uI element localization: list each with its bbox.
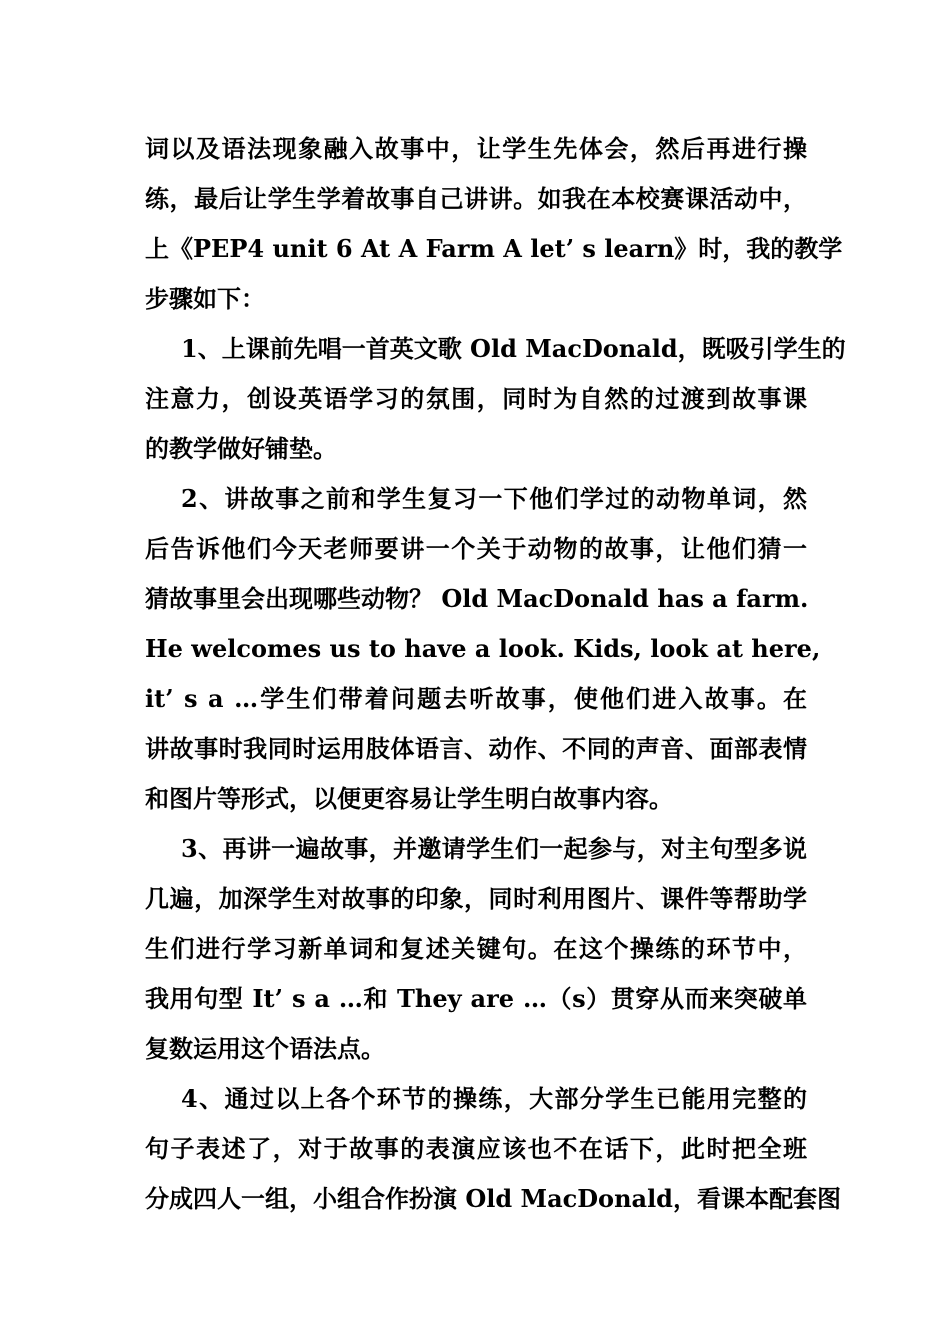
document-body [145,124,846,1224]
text-line: 词以及语法现象融入故事中，让学生先体会，然后再进行操 [145,134,807,163]
text-line: He welcomes us to have a look. Kids, look at here, [145,634,821,663]
text-line: 后告诉他们今天老师要讲一个关于动物的故事，让他们猜一 [145,534,807,563]
text-line: 讲故事时我同时运用肢体语言、动作、不同的声音、面部表情 [145,734,807,763]
text-line: 和图片等形式，以便更容易让学生明白故事内容。 [145,784,673,813]
text-line: 几遍，加深学生对故事的印象，同时利用图片、课件等帮助学 [145,884,807,913]
paragraph-1-start: 1、上课前先唱一首英文歌 Old MacDonald，既吸引学生的 [181,334,846,363]
text-line: 我用句型 It’ s a …和 They are …（s）贯穿从而来突破单 [145,984,807,1013]
text-line: 上《PEP4 unit 6 At A Farm A let’ s learn》时，我的教学 [145,234,843,263]
text-line: 注意力，创设英语学习的氛围，同时为自然的过渡到故事课 [145,384,807,413]
text-line: 的教学做好铺垫。 [145,434,337,463]
text-line: 猜故事里会出现哪些动物？ Old MacDonald has a farm. [145,584,809,613]
paragraph-4-start: 4、通过以上各个环节的操练，大部分学生已能用完整的 [181,1084,807,1113]
text-line: 分成四人一组，小组合作扮演 Old MacDonald，看课本配套图 [145,1184,841,1213]
paragraph-2-start: 2、讲故事之前和学生复习一下他们学过的动物单词，然 [181,484,807,513]
paragraph-3-start: 3、再讲一遍故事，并邀请学生们一起参与，对主句型多说 [181,834,807,863]
text-line: it’ s a …学生们带着问题去听故事，使他们进入故事。在 [145,684,807,713]
text-line: 生们进行学习新单词和复述关键句。在这个操练的环节中， [145,934,807,963]
text-line: 句子表述了，对于故事的表演应该也不在话下，此时把全班 [145,1134,807,1163]
text-line: 步骤如下： [145,284,265,313]
text-line: 练，最后让学生学着故事自己讲讲。如我在本校赛课活动中， [145,184,807,213]
text-line: 复数运用这个语法点。 [145,1034,385,1063]
